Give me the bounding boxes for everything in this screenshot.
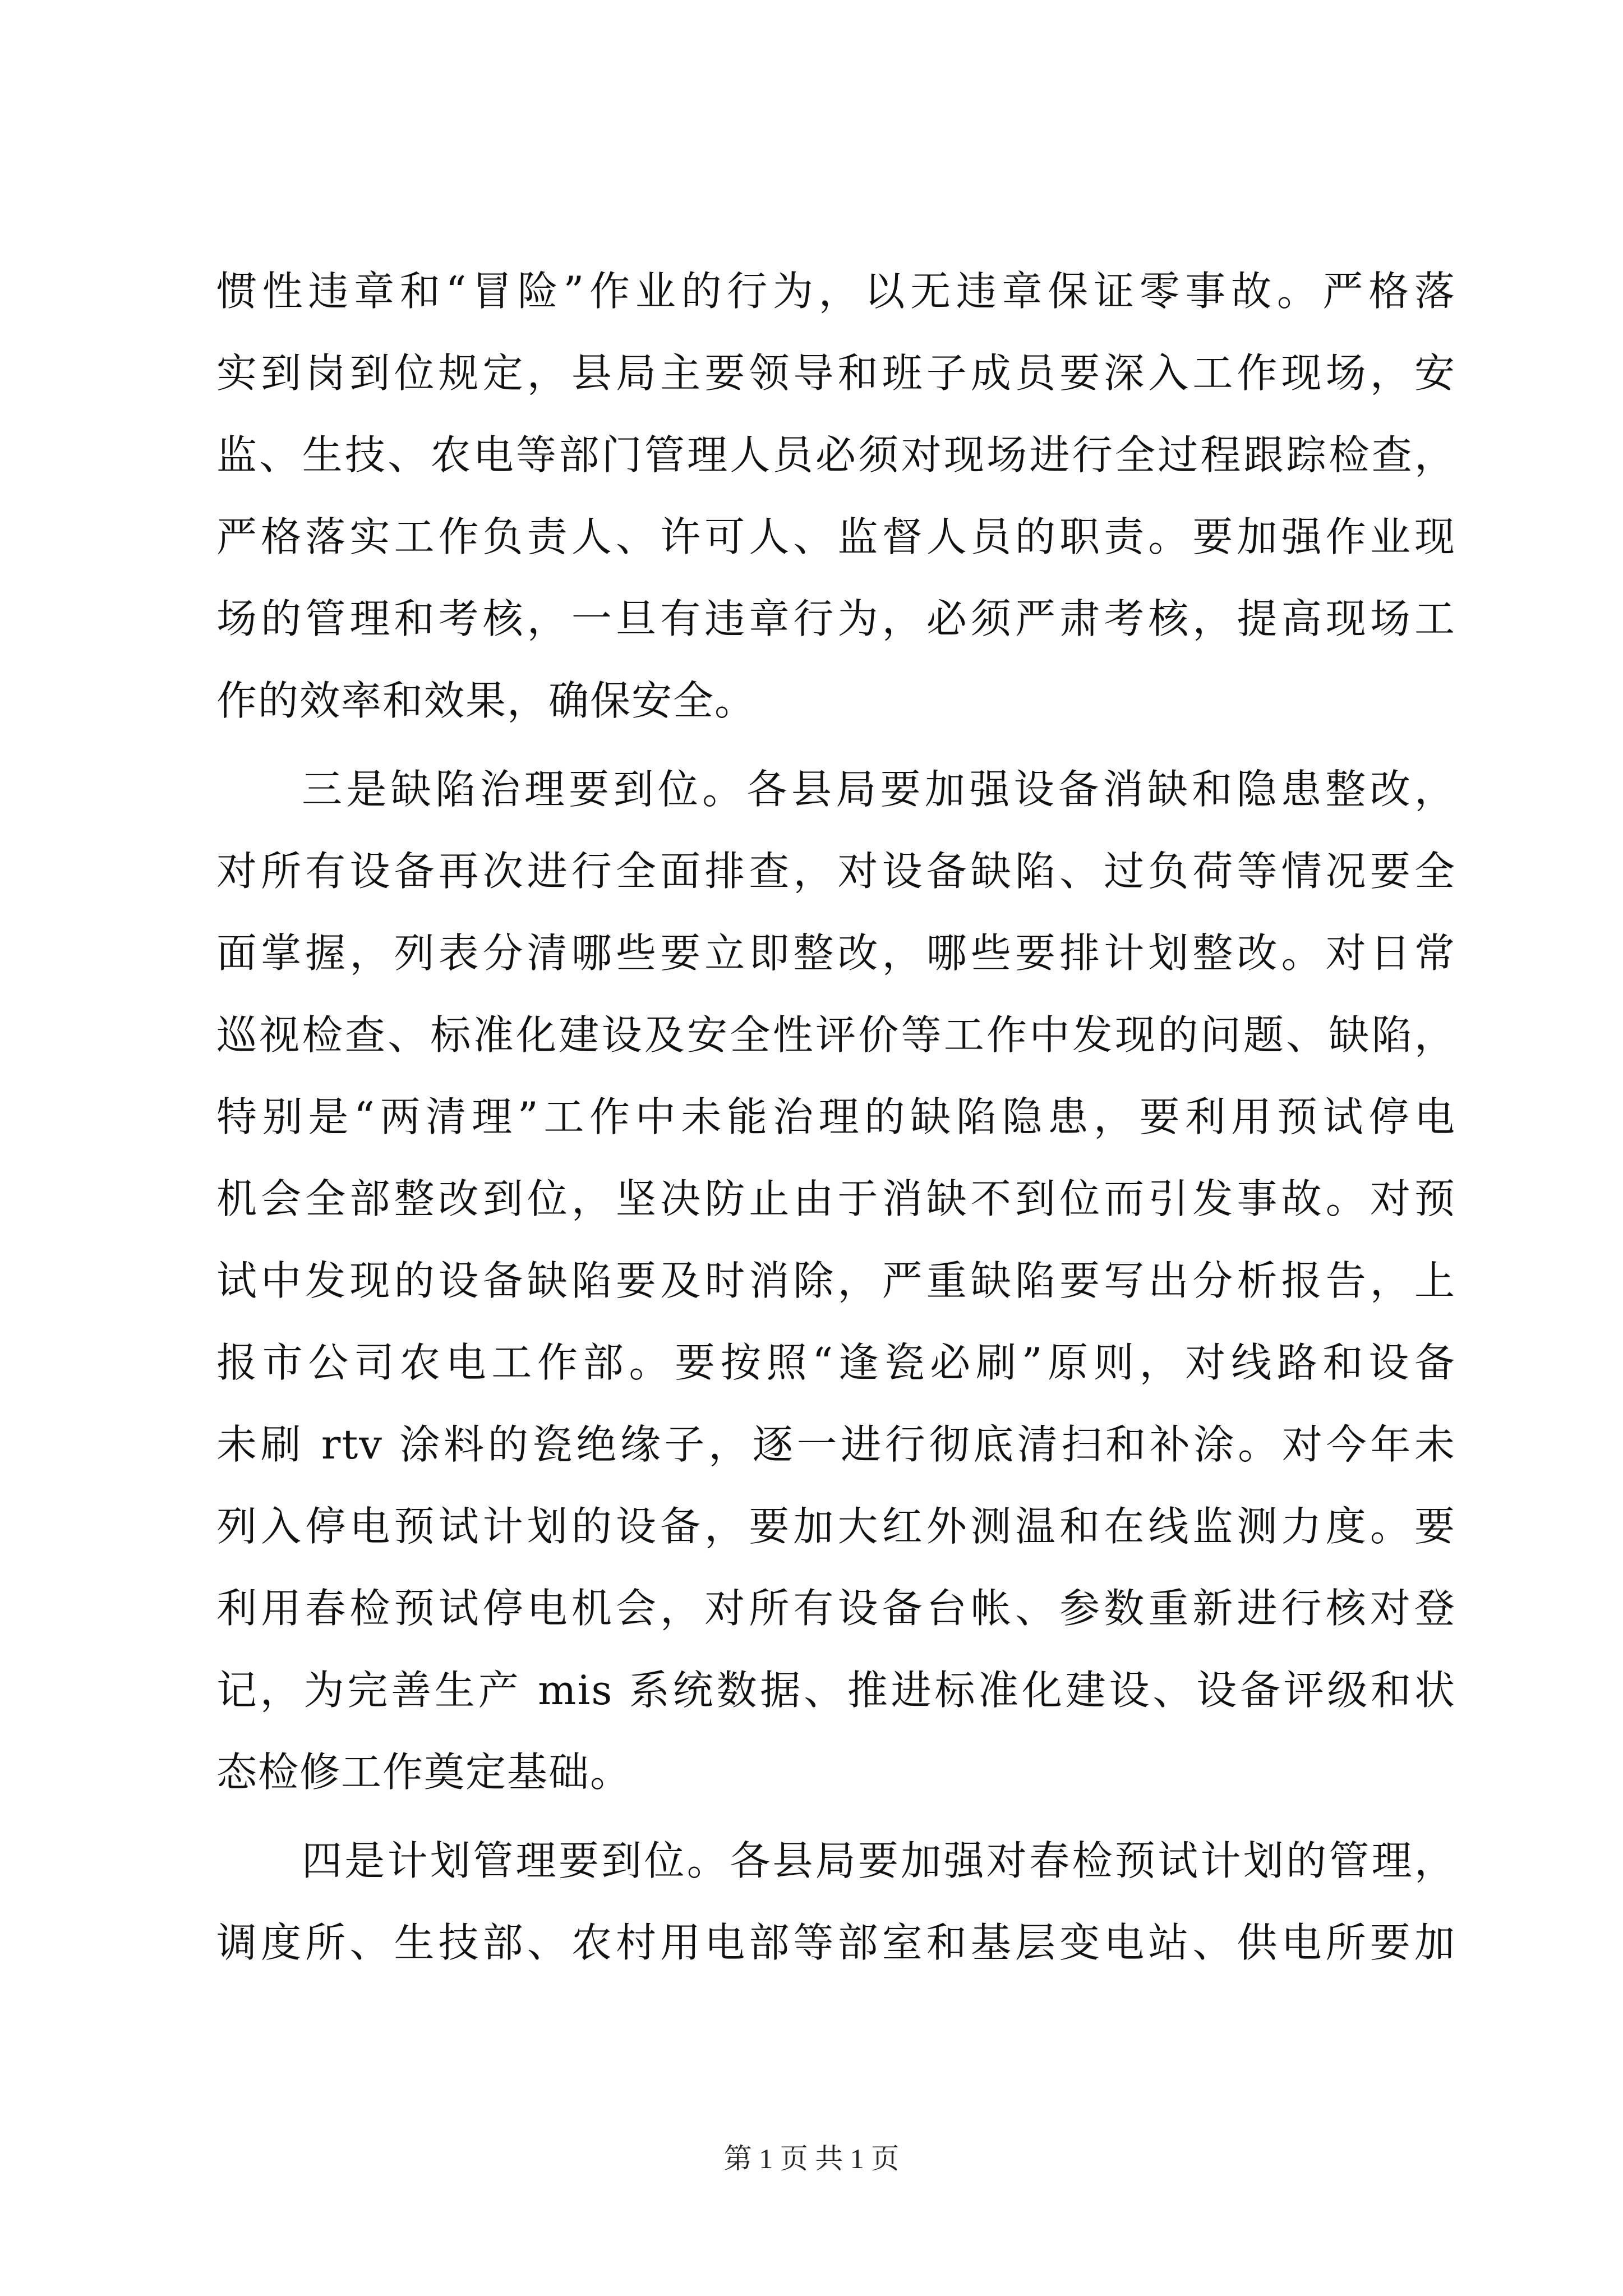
text-line: 场的管理和考核，一旦有违章行为，必须严肃考核，提高现场工 (216, 595, 1456, 642)
page-number-footer: 第 1 页 共 1 页 (723, 2143, 900, 2174)
paragraph-3 (216, 1820, 1456, 1984)
text-line: 报市公司农电工作部。要按照“逢瓷必刷”原则，对线路和设备 (216, 1339, 1456, 1386)
text-line: 对所有设备再次进行全面排查，对设备缺陷、过负荷等情况要全 (216, 848, 1456, 895)
text-line: 三是缺陷治理要到位。各县局要加强设备消缺和隐患整改， (302, 766, 1456, 813)
text-line: 试中发现的设备缺陷要及时消除，严重缺陷要写出分析报告，上 (216, 1257, 1456, 1304)
paragraph-2 (216, 748, 1456, 1813)
text-line: 调度所、生技部、农村用电部等部室和基层变电站、供电所要加 (216, 1919, 1456, 1966)
text-line: 未刷 rtv 涂料的瓷绝缘子，逐一进行彻底清扫和补涂。对今年未 (216, 1421, 1456, 1468)
document-body (216, 250, 1456, 1984)
text-line: 态检修工作奠定基础。 (216, 1749, 632, 1796)
text-line: 作的效率和效果，确保安全。 (216, 677, 757, 724)
text-line: 监、生技、农电等部门管理人员必须对现场进行全过程跟踪检查， (216, 431, 1456, 478)
text-line: 四是计划管理要到位。各县局要加强对春检预试计划的管理， (302, 1837, 1456, 1884)
text-line: 特别是“两清理”工作中未能治理的缺陷隐患，要利用预试停电 (216, 1093, 1456, 1140)
text-line: 面掌握，列表分清哪些要立即整改，哪些要排计划整改。对日常 (216, 930, 1456, 977)
text-line: 利用春检预试停电机会，对所有设备台帐、参数重新进行核对登 (216, 1585, 1456, 1632)
text-line: 实到岗到位规定，县局主要领导和班子成员要深入工作现场，安 (216, 349, 1456, 397)
text-line: 机会全部整改到位，坚决防止由于消缺不到位而引发事故。对预 (216, 1175, 1456, 1222)
text-line: 列入停电预试计划的设备，要加大红外测温和在线监测力度。要 (216, 1503, 1456, 1550)
text-line: 惯性违章和“冒险”作业的行为，以无违章保证零事故。严格落 (216, 268, 1456, 315)
paragraph-1 (216, 250, 1456, 742)
text-line: 严格落实工作负责人、许可人、监督人员的职责。要加强作业现 (216, 513, 1456, 560)
text-line: 巡视检查、标准化建设及安全性评价等工作中发现的问题、缺陷， (216, 1011, 1456, 1059)
text-line: 记，为完善生产 mis 系统数据、推进标准化建设、设备评级和状 (216, 1667, 1456, 1714)
